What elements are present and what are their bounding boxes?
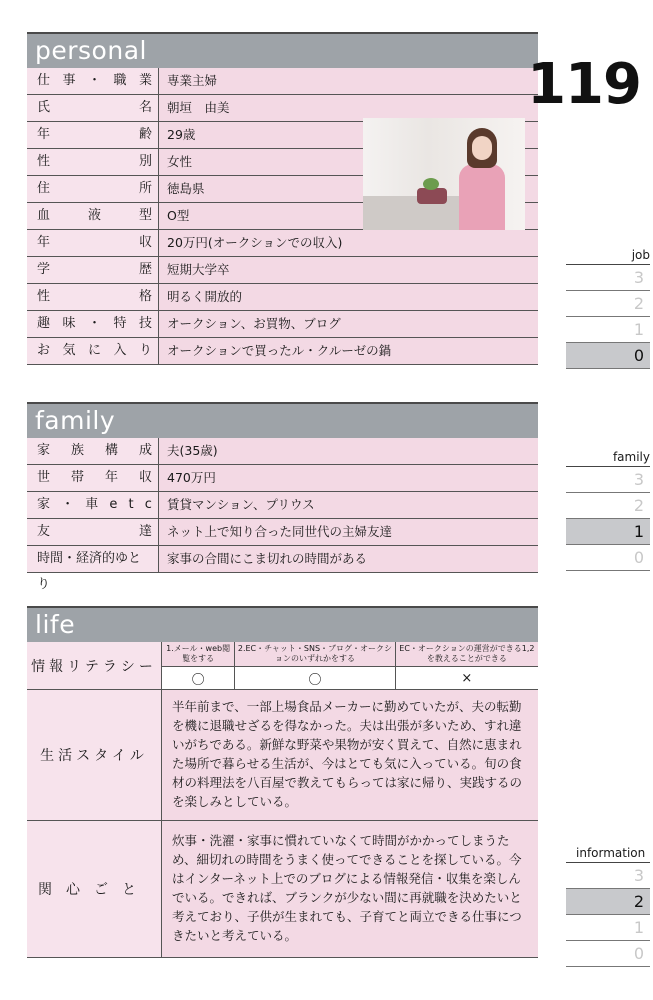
label-char: ・ (61, 497, 75, 512)
label-char: e (109, 497, 118, 512)
label-char: 格 (138, 289, 152, 304)
profile-photo (363, 118, 525, 230)
figure-body (459, 164, 505, 230)
literacy-mark-2: 〇 (235, 667, 396, 690)
label-char: 職 (113, 73, 127, 88)
label-char: 族 (70, 443, 84, 458)
family-row (27, 465, 538, 492)
job-scale-0: 0 (566, 343, 650, 369)
label-char: 仕 (37, 73, 51, 88)
label-char: 業 (138, 73, 152, 88)
personal-row-label (27, 95, 159, 121)
interest-label: 関心ごと (27, 821, 162, 958)
personal-row-label (27, 284, 159, 310)
information-scale-0: 0 (566, 941, 650, 967)
literacy-option-2: 2.EC・チャット・SNS・ブログ・オークションのいずれかをする (235, 642, 396, 667)
personal-row (27, 284, 538, 311)
label-char: 特 (113, 316, 127, 331)
label-char: 事 (62, 73, 76, 88)
personal-row-label (27, 203, 159, 229)
personal-row-value: 29歳 (167, 127, 196, 142)
job-scale-1: 1 (566, 317, 650, 343)
label-char: 時間・経済的ゆとり (37, 551, 142, 592)
lifestyle-label: 生活スタイル (27, 690, 162, 821)
family-scale-0: 0 (566, 545, 650, 571)
label-char: 気 (62, 343, 76, 358)
label-char: 帯 (70, 470, 84, 485)
job-scale-2: 2 (566, 291, 650, 317)
label-char: 型 (138, 208, 152, 223)
literacy-mark-3: × (395, 667, 538, 690)
life-section (27, 606, 538, 958)
label-char: 年 (37, 127, 51, 142)
personal-row-value: 朝垣 由美 (167, 100, 230, 115)
information-scale-title: information (566, 844, 650, 863)
family-row-label (27, 492, 159, 518)
label-char: 歴 (138, 262, 152, 277)
label-char: 技 (138, 316, 152, 331)
family-row-label (27, 519, 159, 545)
personal-row-label (27, 68, 159, 94)
label-char: ・ (87, 316, 101, 331)
label-char: 学 (37, 262, 51, 277)
personal-row (27, 257, 538, 284)
family-row-value: 夫(35歳) (167, 443, 218, 458)
label-char: お (37, 343, 51, 358)
family-row-value: 家事の合間にこま切れの時間がある (167, 551, 368, 566)
personal-row-value: 女性 (167, 154, 193, 169)
information-scale-3: 3 (566, 863, 650, 889)
label-char: 世 (37, 470, 51, 485)
label-char: 趣 (37, 316, 51, 331)
personal-row-label (27, 311, 159, 337)
family-scale-1: 1 (566, 519, 650, 545)
job-scale (566, 246, 650, 369)
information-scale-1: 1 (566, 915, 650, 941)
personal-row (27, 311, 538, 338)
personal-row (27, 338, 538, 365)
literacy-option-3: EC・オークションの運営ができる1,2を教えることができる (395, 642, 538, 667)
label-char: 名 (138, 100, 152, 115)
family-row-label (27, 438, 159, 464)
life-header: life (27, 606, 538, 642)
job-scale-title: job (566, 246, 650, 265)
family-section (27, 402, 538, 592)
family-scale (566, 448, 650, 571)
family-row-value: ネット上で知り合った同世代の主婦友達 (167, 524, 393, 539)
label-char: 血 (37, 208, 51, 223)
woman-figure (459, 128, 509, 230)
label-char: 構 (104, 443, 118, 458)
family-header: family (27, 402, 538, 438)
label-char: c (144, 497, 152, 512)
family-row-label (27, 465, 159, 491)
pot-shape (417, 188, 447, 204)
personal-row-value: 20万円(オークションでの収入) (167, 235, 343, 250)
label-char: 成 (138, 443, 152, 458)
life-table (27, 642, 538, 958)
personal-row-value: オークションで買ったル・クルーゼの鍋 (167, 343, 392, 358)
personal-row-value: O型 (167, 208, 190, 223)
label-char: に (87, 343, 101, 358)
label-char: 性 (37, 289, 51, 304)
personal-row-label (27, 122, 159, 148)
label-char: 家 (37, 443, 51, 458)
label-char: 味 (62, 316, 76, 331)
interest-text: 炊事・洗濯・家事に慣れていなくて時間がかかってしまうため、細切れの時間をうまく使ってできることを探している。今はインターネット上でのブログによる情報発信・収集を楽しんでいる。できれば、ブランクが少ない間に再就職を決めたいと考えており、子供が生まれても、子育てと両立できる仕事につきたいと考えている。 (162, 821, 539, 958)
label-char: 入 (113, 343, 127, 358)
label-char: 所 (138, 181, 152, 196)
label-char: 収 (138, 235, 152, 250)
personal-row-value: 明るく開放的 (167, 289, 243, 304)
label-char: 液 (87, 208, 101, 223)
label-char: 性 (37, 154, 51, 169)
label-char: 別 (138, 154, 152, 169)
label-char: 年 (104, 470, 118, 485)
literacy-option-1: 1.メール・web閲覧をする (162, 642, 235, 667)
information-scale (566, 844, 650, 967)
family-scale-3: 3 (566, 467, 650, 493)
family-row (27, 546, 538, 592)
family-row-value: 470万円 (167, 470, 216, 485)
family-row (27, 492, 538, 519)
label-char: 齢 (138, 127, 152, 142)
family-row-label (27, 546, 159, 592)
family-row (27, 438, 538, 465)
personal-row-value: 短期大学卒 (167, 262, 230, 277)
personal-row-value: オークション、お買物、ブログ (167, 316, 341, 331)
page-number: 119 (527, 52, 641, 117)
label-char: 達 (138, 524, 152, 539)
personal-row-label (27, 176, 159, 202)
lifestyle-text: 半年前まで、一部上場食品メーカーに勤めていたが、夫の転勤を機に退職せざるを得なかった。夫は出張が多いため、すれ違いがちである。新鮮な野菜や果物が安く買えて、自然に恵まれた場所で暮らせる生活が、今はとても気に入っている。旬の食材の料理法を八百屋で教えてもらっては家に帰り、実践するのを楽しみとしている。 (162, 690, 539, 821)
label-char: 友 (37, 524, 51, 539)
personal-header: personal (27, 32, 538, 68)
personal-row-label (27, 230, 159, 256)
vegetable-shape (423, 178, 439, 190)
family-row-value: 賃貸マンション、プリウス (167, 497, 315, 512)
information-scale-2: 2 (566, 889, 650, 915)
family-scale-2: 2 (566, 493, 650, 519)
personal-row-label (27, 149, 159, 175)
personal-row (27, 68, 538, 95)
label-char: 収 (138, 470, 152, 485)
job-scale-3: 3 (566, 265, 650, 291)
label-char: 氏 (37, 100, 51, 115)
personal-row (27, 230, 538, 257)
figure-face (472, 136, 492, 160)
literacy-mark-1: 〇 (162, 667, 235, 690)
personal-row-value: 専業主婦 (167, 73, 218, 88)
personal-row-label (27, 257, 159, 283)
family-scale-title: family (566, 448, 650, 467)
label-char: り (138, 343, 152, 358)
label-char: 家 (37, 497, 51, 512)
label-char: t (128, 497, 134, 512)
literacy-label: 情報リテラシー (27, 642, 162, 690)
label-char: 車 (85, 497, 99, 512)
family-row (27, 519, 538, 546)
label-char: 年 (37, 235, 51, 250)
personal-row-label (27, 338, 159, 364)
family-rows (27, 438, 538, 592)
label-char: ・ (87, 73, 101, 88)
personal-row-value: 徳島県 (167, 181, 205, 196)
label-char: 住 (37, 181, 51, 196)
